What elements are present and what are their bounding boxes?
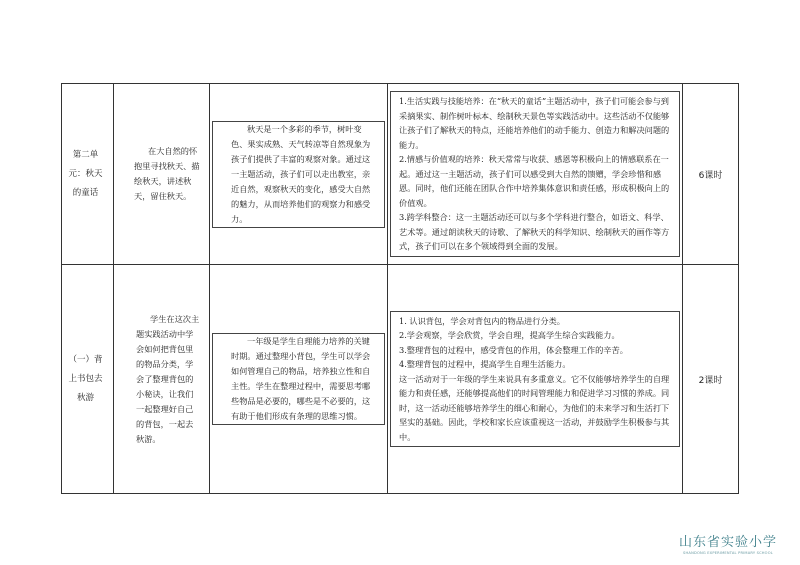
goals-cell: [388, 265, 683, 494]
unit-description: 学生在这次主题实践活动中学会如何把背包里的物品分类，学会了整理背包的小秘诀，让我们一起整理好自己的背包，一起去秋游。: [136, 313, 200, 444]
unit-analysis: 一年级是学生自理能力培养的关键时期。通过整理小背包，学生可以学会如何管理自己的物品，培养独立性和自主性。学生在整理过程中，需要思考哪些物品是必要的，哪些是不必要的，这有助于他们形成有条理的思维习惯。: [231, 336, 371, 421]
goal-item: 2.学会观察，学会欣赏，学会自理，提高学生综合实践能力。: [399, 330, 620, 341]
school-logo-name: 山东省实验小学: [678, 535, 777, 550]
hours-cell: [683, 84, 739, 265]
goals-list: [390, 311, 680, 448]
table-row: [62, 84, 739, 265]
description-cell: [114, 265, 210, 494]
goal-item: 2.情感与价值观的培养：秋天常常与收获、感恩等积极向上的情感联系在一起。通过这一主题活动，孩子们可以感受到大自然的馈赠，学会珍惜和感恩。同时，他们还能在团队合作中培养集体意识和责任感，形成积极向上的价值观。: [399, 154, 670, 208]
analysis-cell: [210, 84, 388, 265]
goal-item: 1.生活实践与技能培养：在“秋天的童话”主题活动中，孩子们可能会参与到采摘果实、制作树叶标本、绘制秋天景色等实践活动中。这些活动不仅能够让孩子们了解秋天的特点，还能培养他们的动手能力、创造力和解决问题的能力。: [399, 96, 670, 150]
unit-description: 在大自然的怀抱里寻找秋天、描绘秋天，讲述秋天，留住秋天。: [134, 146, 200, 201]
unit-plan-table: [61, 83, 739, 494]
unit-title: （一）背上书包去秋游: [68, 354, 103, 403]
goals-cell: [388, 84, 683, 265]
unit-cell: [62, 265, 114, 494]
lesson-hours: 2课时: [698, 375, 723, 386]
school-logo-english: SHANDONG EXPERIMENTAL PRIMARY SCHOOL: [683, 551, 773, 555]
unit-cell: [62, 84, 114, 265]
table-row: [62, 265, 739, 494]
unit-analysis: 秋天是一个多彩的季节，树叶变色、果实成熟、天气转凉等自然现象为孩子们提供了丰富的观察对象。通过这一主题活动，孩子们可以走出教室，亲近自然，观察秋天的变化，感受大自然的魅力，从而培养他们的观察力和感受力。: [231, 123, 371, 224]
analysis-cell: [210, 265, 388, 494]
goal-item: 1. 认识背包，学会对背包内的物品进行分类。: [399, 315, 565, 326]
hours-cell: [683, 265, 739, 494]
description-cell: [114, 84, 210, 265]
lesson-hours: 6课时: [698, 170, 723, 181]
goal-item: 3.整理背包的过程中，感受背包的作用，体会整理工作的辛苦。: [399, 344, 628, 355]
goal-summary: 这一活动对于一年级的学生来说具有多重意义。它不仅能够培养学生的自理能力和责任感，还能够提高他们的时间管理能力和促进学习习惯的养成。同时，这一活动还能够培养学生的细心和耐心，为他们的未来学习和生活打下坚实的基础。因此，学校和家长应该重视这一活动，并鼓励学生积极参与其中。: [399, 373, 670, 442]
goal-item: 3.跨学科整合：这一主题活动还可以与多个学科进行整合，如语文、科学、艺术等。通过朗读秋天的诗歌、了解秋天的科学知识、绘制秋天的画作等方式，孩子们可以在多个领域得到全面的发展。: [399, 212, 670, 252]
unit-title: 第二单元：秋天的童话: [68, 149, 103, 198]
goals-list: [390, 91, 680, 257]
school-logo: [672, 535, 784, 559]
goal-item: 4.整理背包的过程中，提高学生自理生活能力。: [399, 359, 571, 370]
